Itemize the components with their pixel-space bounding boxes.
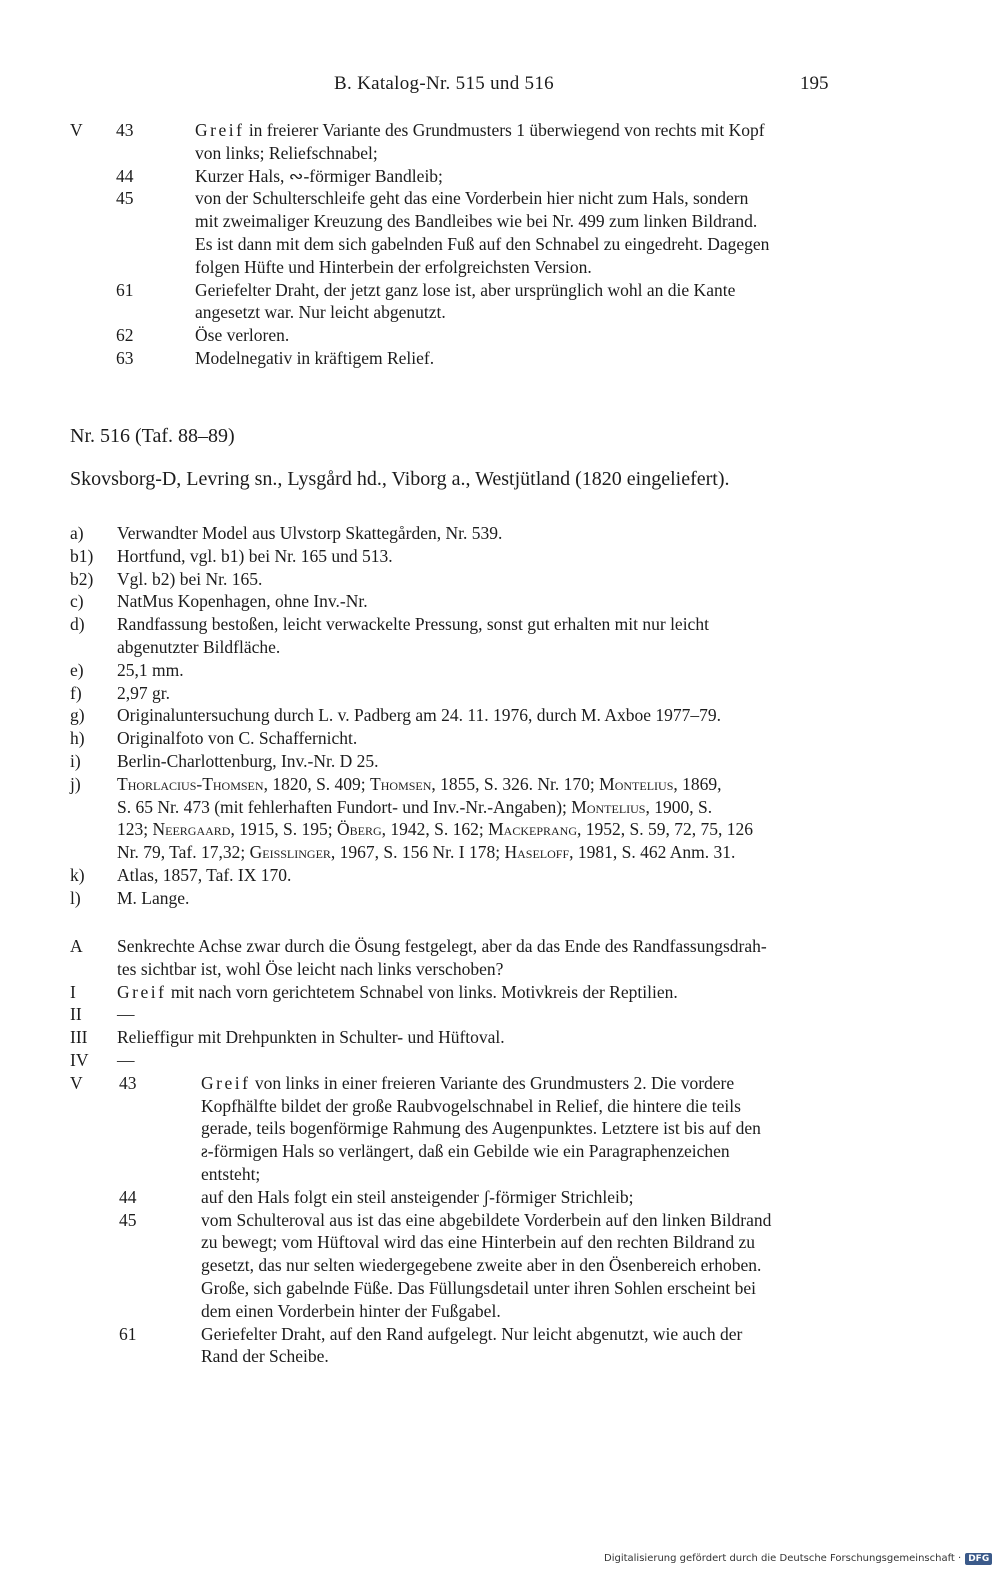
text-run: Nr. 79, Taf. 17,32;: [117, 842, 250, 863]
entry-number: 45: [119, 1209, 137, 1230]
entry-line: [195, 142, 378, 164]
text-run: Öse verloren.: [195, 325, 290, 346]
entry-line: [195, 256, 592, 278]
text-run: S. 65 Nr. 473 (mit fehlerhaften Fundort- und Inv.-Nr.-Angaben);: [117, 796, 572, 817]
entry-line: [201, 1095, 741, 1117]
text-run: angesetzt war. Nur leicht abgenutzt.: [195, 302, 446, 323]
text-run: gesetzt, das nur selten wiedergegebene zweite aber in den Ösenbereich erhoben.: [201, 1255, 762, 1276]
entry-line: [201, 1186, 634, 1208]
item-label: a): [70, 523, 84, 543]
section-line: [117, 958, 503, 980]
page-number: 195: [800, 73, 829, 94]
text-run: entsteht;: [201, 1164, 261, 1184]
author-name: Thomsen: [370, 773, 432, 794]
text-run: Relieffigur mit Drehpunkten in Schulter- und Hüftoval.: [117, 1027, 505, 1048]
item-line: Atlas, 1857, Taf. IX 170.: [117, 865, 292, 885]
text-run: Geriefelter Draht, der jetzt ganz lose ist, aber ursprünglich wohl an die Kante: [195, 279, 736, 300]
item-label: e): [70, 659, 84, 680]
entry-number: 44: [116, 165, 134, 186]
item-line: Randfassung bestoßen, leicht verwackelte Pressung, sonst gut erhalten mit nur leicht: [117, 614, 709, 635]
entry-line: [201, 1277, 756, 1299]
entry-line: [195, 347, 434, 369]
entry-line: [201, 1117, 761, 1139]
entry-line: [195, 324, 289, 346]
item-line: abgenutzter Bildfläche.: [117, 637, 281, 657]
item-label: k): [70, 865, 85, 885]
text-run: von links; Reliefschnabel;: [195, 142, 378, 163]
text-run: , 1942, S. 162;: [381, 819, 489, 840]
section-label: V: [70, 120, 83, 140]
spaced-term: Greif: [201, 1072, 251, 1093]
text-run: —: [117, 1050, 135, 1070]
item-label: f): [70, 682, 82, 703]
author-name: Montelius: [599, 773, 674, 794]
section-line: [117, 1003, 135, 1025]
author-name: Montelius: [571, 796, 646, 817]
spaced-term: Greif: [117, 981, 167, 1002]
section-label: IV: [70, 1050, 89, 1070]
text-run: ƨ-förmigen Hals so verlängert, daß ein Gebilde wie ein Paragraphenzeichen: [201, 1141, 730, 1162]
item-label: b1): [70, 545, 94, 566]
text-run: Es ist dann mit dem sich gabelnden Fuß auf den Schnabel zu eingedreht. Dagegen: [195, 234, 770, 254]
text-run: mit zweimaliger Kreuzung des Bandleibes wie bei Nr. 499 zum linken Bildrand.: [195, 211, 758, 232]
item-line: Berlin-Charlottenburg, Inv.-Nr. D 25.: [117, 751, 379, 771]
text-run: in freierer Variante des Grundmusters 1 überwiegend von rechts mit Kopf: [244, 120, 765, 140]
author-name: Geisslinger: [249, 842, 331, 863]
text-run: Geriefelter Draht, auf den Rand aufgelegt. Nur leicht abgenutzt, wie auch der: [201, 1323, 743, 1344]
section-label: III: [70, 1027, 88, 1048]
item-line: Originalfoto von C. Schaffernicht.: [117, 728, 358, 749]
item-label: g): [70, 705, 85, 726]
text-run: , 1869,: [673, 773, 722, 794]
entry-number: 62: [116, 325, 134, 346]
item-line: 2,97 gr.: [117, 682, 170, 703]
entry-title: Nr. 516 (Taf. 88–89): [70, 425, 235, 447]
item-label: l): [70, 887, 81, 908]
text-run: Rand der Scheibe.: [201, 1346, 329, 1367]
spaced-term: Greif: [195, 120, 245, 140]
author-name: Thorlacius-Thomsen: [117, 773, 264, 794]
item-label: i): [70, 751, 81, 771]
entry-line: [195, 119, 765, 141]
text-run: , 1900, S.: [645, 796, 713, 817]
text-run: dem einen Vorderbein hinter der Fußgabel.: [201, 1300, 501, 1321]
section-line: [117, 981, 678, 1003]
item-label: j): [70, 773, 81, 794]
item-line: Verwandter Model aus Ulvstorp Skattegården, Nr. 539.: [117, 523, 503, 543]
entry-line: [195, 301, 446, 323]
reference-line: [117, 841, 735, 863]
item-label: h): [70, 728, 85, 749]
item-line: M. Lange.: [117, 887, 190, 908]
text-run: gerade, teils bogenförmige Rahmung des Augenpunktes. Letztere ist bis auf den: [201, 1118, 761, 1139]
entry-line: [195, 279, 735, 301]
entry-location: Skovsborg-D, Levring sn., Lysgård hd., Viborg a., Westjütland (1820 eingeliefert).: [70, 468, 730, 490]
section-label: I: [70, 981, 76, 1002]
entry-line: [201, 1300, 501, 1322]
section-line: [117, 1026, 505, 1048]
entry-line: [201, 1209, 771, 1231]
item-line: 25,1 mm.: [117, 659, 184, 680]
text-run: , 1952, S. 59, 72, 75, 126: [577, 819, 753, 840]
reference-line: [117, 818, 753, 840]
text-run: Modelnegativ in kräftigem Relief.: [195, 348, 435, 368]
text-run: Große, sich gabelnde Füße. Das Füllungsdetail unter ihren Sohlen erscheint bei: [201, 1278, 757, 1298]
entry-line: [201, 1254, 761, 1276]
author-name: Haseloff: [504, 842, 570, 863]
entry-line: [195, 233, 769, 255]
author-name: Neergaard: [152, 819, 231, 840]
entry-line: [201, 1140, 730, 1162]
text-run: zu bewegt; vom Hüftoval wird das eine Hinterbein auf den rechten Bildrand zu: [201, 1232, 755, 1253]
author-name: Öberg: [336, 819, 382, 840]
item-line: NatMus Kopenhagen, ohne Inv.-Nr.: [117, 591, 368, 612]
text-run: Kurzer Hals, ∾-förmiger Bandleib;: [195, 165, 443, 186]
section-line: [117, 1049, 135, 1071]
item-label: c): [70, 591, 84, 612]
section-line: [117, 935, 767, 957]
text-run: mit nach vorn gerichtetem Schnabel von links. Motivkreis der Reptilien.: [166, 981, 678, 1002]
text-run: auf den Hals folgt ein steil ansteigender ʃ-förmiger Strichleib;: [201, 1186, 634, 1207]
item-line: Hortfund, vgl. b1) bei Nr. 165 und 513.: [117, 545, 393, 566]
section-label: A: [70, 936, 83, 956]
text-run: , 1855, S. 326. Nr. 170;: [431, 773, 600, 794]
entry-line: [201, 1345, 329, 1367]
item-label: b2): [70, 568, 94, 589]
text-run: Senkrechte Achse zwar durch die Ösung festgelegt, aber da das Ende des Randfassungsdrah-: [117, 936, 767, 956]
entry-number: 61: [116, 279, 134, 300]
text-run: von der Schulterschleife geht das eine Vorderbein hier nicht zum Hals, sondern: [195, 188, 749, 209]
text-run: 123;: [117, 819, 153, 840]
entry-line: [201, 1323, 742, 1345]
entry-line: [195, 165, 443, 187]
entry-number: 61: [119, 1323, 137, 1344]
text-run: folgen Hüfte und Hinterbein der erfolgreichsten Version.: [195, 256, 592, 277]
author-name: Mackeprang: [488, 819, 578, 840]
text-run: , 1981, S. 462 Anm. 31.: [569, 842, 736, 863]
section-label: II: [70, 1004, 82, 1025]
text-run: vom Schulteroval aus ist das eine abgebildete Vorderbein auf den linken Bildrand: [201, 1209, 772, 1230]
entry-line: [201, 1163, 260, 1185]
entry-line: [195, 187, 748, 209]
text-run: , 1820, S. 409;: [263, 773, 371, 794]
item-label: d): [70, 614, 85, 635]
entry-number: 45: [116, 188, 134, 209]
reference-line: [117, 796, 712, 818]
reference-line: [117, 773, 722, 795]
entry-number: 43: [116, 120, 134, 140]
entry-number: 44: [119, 1186, 137, 1207]
entry-line: [201, 1072, 734, 1094]
text-run: tes sichtbar ist, wohl Öse leicht nach links verschoben?: [117, 958, 504, 979]
dfg-logo: DFG: [965, 1553, 992, 1565]
text-run: , 1967, S. 156 Nr. I 178;: [330, 842, 505, 863]
footer-text: Digitalisierung gefördert durch die Deutsche Forschungsgemeinschaft ·: [604, 1553, 962, 1564]
text-run: —: [117, 1004, 135, 1025]
section-label: V: [70, 1072, 83, 1093]
running-header: B. Katalog-Nr. 515 und 516: [334, 73, 554, 94]
footer-credit: [604, 1553, 992, 1565]
entry-number: 43: [119, 1072, 137, 1093]
text-run: Kopfhälfte bildet der große Raubvogelschnabel in Relief, die hintere die teils: [201, 1095, 741, 1116]
text-run: , 1915, S. 195;: [230, 819, 337, 840]
item-line: Vgl. b2) bei Nr. 165.: [117, 568, 263, 589]
entry-line: [201, 1231, 755, 1253]
item-line: Originaluntersuchung durch L. v. Padberg am 24. 11. 1976, durch M. Axboe 1977–79.: [117, 705, 721, 726]
entry-line: [195, 210, 757, 232]
entry-number: 63: [116, 348, 134, 368]
text-run: von links in einer freieren Variante des Grundmusters 2. Die vordere: [250, 1072, 735, 1093]
